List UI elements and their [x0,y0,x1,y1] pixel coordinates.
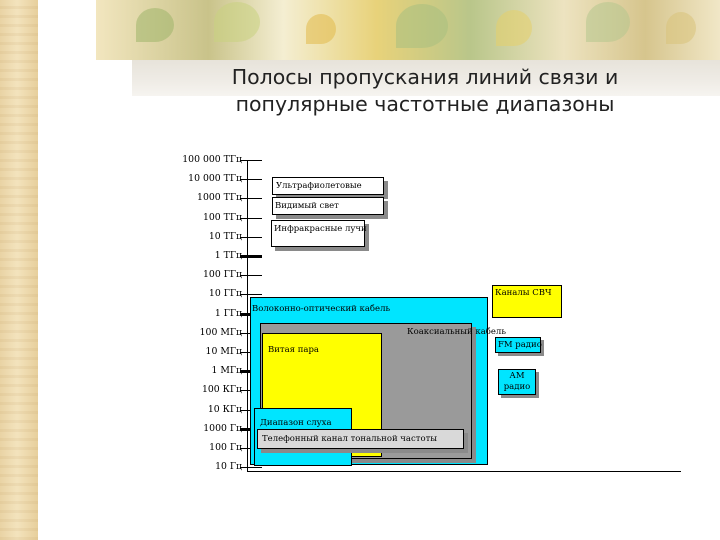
axis-tick-label: 100 Гц [209,442,242,453]
label-ultraviolet: Ультрафиолетовые [276,181,362,191]
baseline [247,471,681,472]
label-coaxial-line1: Коаксиальный кабель [407,327,506,337]
slide-title [140,64,710,118]
axis-tick [240,160,262,161]
frequency-axis [247,160,248,472]
axis-tick [240,179,262,180]
axis-tick-label: 1 МГц [211,365,242,376]
axis-tick-label: 1 ГГц [214,308,242,319]
label-fiber-optic: Волоконно-оптический кабель [252,304,391,314]
axis-tick-label: 10 МГц [205,346,242,357]
axis-tick [240,294,262,295]
label-twisted-pair: Витая пара [268,345,319,355]
axis-tick-label: 10 ГГц [208,288,242,299]
axis-tick-label: 1 ТГц [214,250,242,261]
axis-tick-label: 100 ГГц [203,269,242,280]
axis-tick-label: 100 000 ТГц [182,154,242,165]
axis-tick-label: 100 КГц [201,384,242,395]
label-visible-light: Видимый свет [275,201,339,211]
label-am-radio: АМ радио [503,371,531,392]
axis-tick [240,237,262,238]
axis-tick-label: 10 КГц [207,404,242,415]
label-fm-radio: FM радио [498,340,542,350]
axis-tick [240,198,262,199]
axis-tick [240,467,262,468]
axis-tick [240,218,262,219]
title-line-1: Полосы пропускания линий связи и [231,65,619,89]
decorative-left-strip [0,0,38,540]
axis-tick-label: 10 000 ТГц [188,173,242,184]
axis-tick-label: 100 ТГц [202,212,242,223]
label-microwave: Каналы СВЧ [495,288,552,298]
label-infrared: Инфракрасные лучи [274,224,367,234]
axis-tick-label: 1000 ТГц [197,192,242,203]
axis-tick [240,275,262,276]
axis-tick-label: 10 ТГц [208,231,242,242]
label-hearing-range: Диапазон слуха [260,418,332,428]
label-telephone-channel: Телефонный канал тональной частоты [262,434,438,444]
title-line-2: популярные частотные диапазоны [235,92,615,116]
axis-tick [240,255,262,258]
axis-tick-label: 100 МГц [199,327,242,338]
axis-tick-label: 1000 Гц [203,423,242,434]
decorative-banner [96,0,720,60]
axis-tick-label: 10 Гц [215,461,242,472]
